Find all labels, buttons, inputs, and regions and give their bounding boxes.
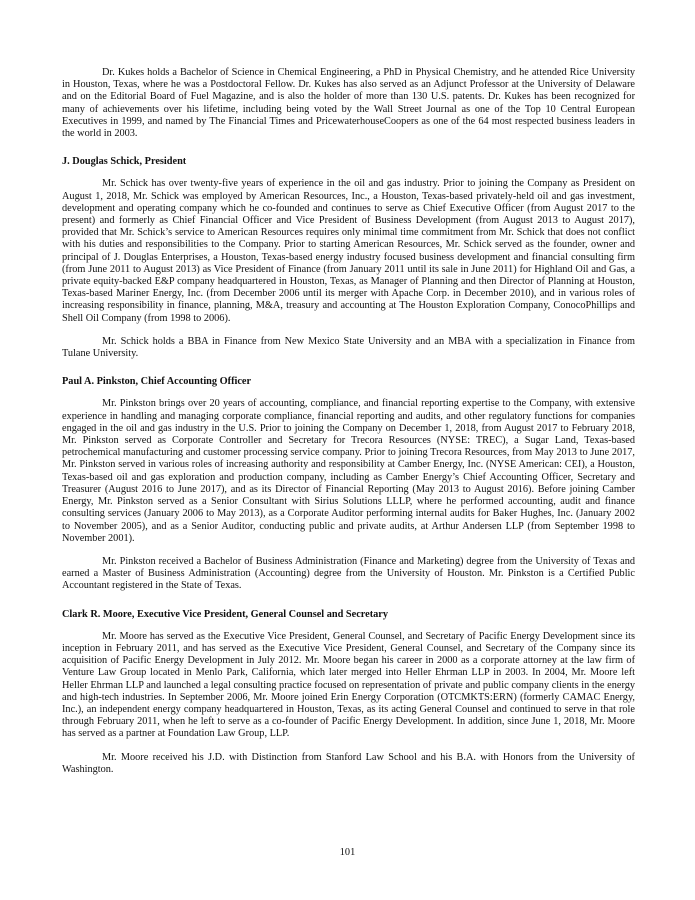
moore-heading: Clark R. Moore, Executive Vice President, General Counsel and Secretary <box>62 608 389 620</box>
page-number: 101 <box>339 847 356 858</box>
schick-education-paragraph: Mr. Schick holds a BBA in Finance from New Mexico State University and an MBA with a specialization in Finance from Tulane University. <box>62 335 635 360</box>
pinkston-heading: Paul A. Pinkston, Chief Accounting Officer <box>62 376 252 388</box>
kukes-education-paragraph: Dr. Kukes holds a Bachelor of Science in Chemical Engineering, a PhD in Physical Chemistry, and he attended Rice University in Houston, Texas, where he was a Postdoctoral Fellow. Dr. Kukes has also served as an Adjunct Professor at the University of Delaware and on the Editorial Board of Fuel Magazine, and is also the holder of more than 130 U.S. patents. Dr. Kukes has been recognized for many of achievements over his lifetime, including being voted by the Wall Street Journal as one of the Top 10 Central European Executives in 1999, and named by The Financial Times and PricewaterhouseCoopers as one of the 64 most respected business leaders in the world in 2003. <box>62 67 635 140</box>
moore-education-paragraph: Mr. Moore received his J.D. with Distinction from Stanford Law School and his B.A. with Honors from the University of Washington. <box>62 751 635 775</box>
pinkston-experience-paragraph: Mr. Pinkston brings over 20 years of accounting, compliance, and financial reporting expertise to the Company, with extensive experience in handling and managing corporate compliance, financial reporting and audits, and other regulatory functions for companies engaged in the oil and gas industry in the U.S. Prior to joining the Company on December 1, 2018, from August 2017 to February 2018, Mr. Pinkston served as Corporate Controller and Secretary for Trecora Resources (NYSE: TREC), a Sugar Land, Texas-based petrochemical manufacturing and customer processing service company. Prior to joining Trecora Resources, from May 2013 to June 2017, Mr. Pinkston served in various roles of increasing authority and responsibility at Camber Energy, Inc. (NYSE American: CEI), a Houston, Texas-based oil and gas exploration and production company, including as Camber Energy’s Chief Accounting Officer, Secretary and Treasurer (August 2016 to June 2017), and as its Director of Financial Reporting (May 2013 to August 2016). Before joining Camber Energy, Mr. Pinkston served as a Senior Consultant with Sirius Solutions LLLP, where he performed accounting, audit and finance consulting services (January 2006 to May 2013), as a Corporate Auditor performing internal audits for Baker Hughes, Inc. (January 2002 to November 2005), and as a Senior Auditor, conducting public and private audits, at Arthur Andersen LLP (from September 1998 to November 2001). <box>62 398 635 544</box>
pinkston-education-paragraph: Mr. Pinkston received a Bachelor of Business Administration (Finance and Marketing) degree from the University of Texas and earned a Master of Business Administration (Accounting) degree from the University of Houston. Mr. Pinkston is a Certified Public Accountant registered in the State of Texas. <box>62 555 635 592</box>
schick-experience-paragraph: Mr. Schick has over twenty-five years of experience in the oil and gas industry. Prior to joining the Company as President on August 1, 2018, Mr. Schick was employed by American Resources, Inc., a Houston, Texas-based privately-held oil and gas investment, development and operating company which he co-founded and continues to serve as Chief Executive Officer (from August 2017 to the present) and formerly as Chief Financial Officer and Vice President of Business Development (from August 2013 to August 2017), provided that Mr. Schick’s service to American Resources requires only minimal time commitment from Mr. Schick that does not conflict with his duties and responsibilities to the Company. Prior to starting American Resources, Mr. Schick served as the founder, owner and principal of J. Douglas Enterprises, a Houston, Texas-based energy industry focused business development and financial consulting firm (from June 2011 to August 2013) as Vice President of Finance (from January 2011 until its sale in June 2011) for Highland Oil and Gas, a private equity-backed E&P company headquartered in Houston, Texas, as Manager of Planning and then Director of Planning at Houston, Texas-based Mariner Energy, Inc. (from December 2006 until its merger with Apache Corp. in December 2010), and in various roles of increasing responsibility in finance, planning, M&A, treasury and accounting at The Houston Exploration Company, ConocoPhillips and Shell Oil Company (from 1998 to 2006). <box>62 178 635 324</box>
schick-heading: J. Douglas Schick, President <box>62 156 187 168</box>
document-page <box>62 67 635 776</box>
moore-experience-paragraph: Mr. Moore has served as the Executive Vice President, General Counsel, and Secretary of Pacific Energy Development since its inception in February 2011, and has served as the Executive Vice President, General Counsel, and Secretary of the Company since its acquisition of Pacific Energy Development in July 2012. Mr. Moore began his career in 2000 as a corporate attorney at the law firm of Venture Law Group located in Menlo Park, California, which later merged into Heller Ehrman LLP in 2003. In 2004, Mr. Moore left Heller Ehrman LLP and launched a legal consulting practice focused on representation of private and public company clients in the energy and high-tech industries. In September 2006, Mr. Moore joined Erin Energy Corporation (OTCMKTS:ERN) (formerly CAMAC Energy, Inc.), an independent energy company headquartered in Houston, Texas, as its acting General Counsel and continued to serve in that role through February 2011, when he left to serve as a co-founder of Pacific Energy Development. In addition, since June 1, 2018, Mr. Moore has served as a partner at Foundation Law Group, LLP. <box>62 630 635 740</box>
